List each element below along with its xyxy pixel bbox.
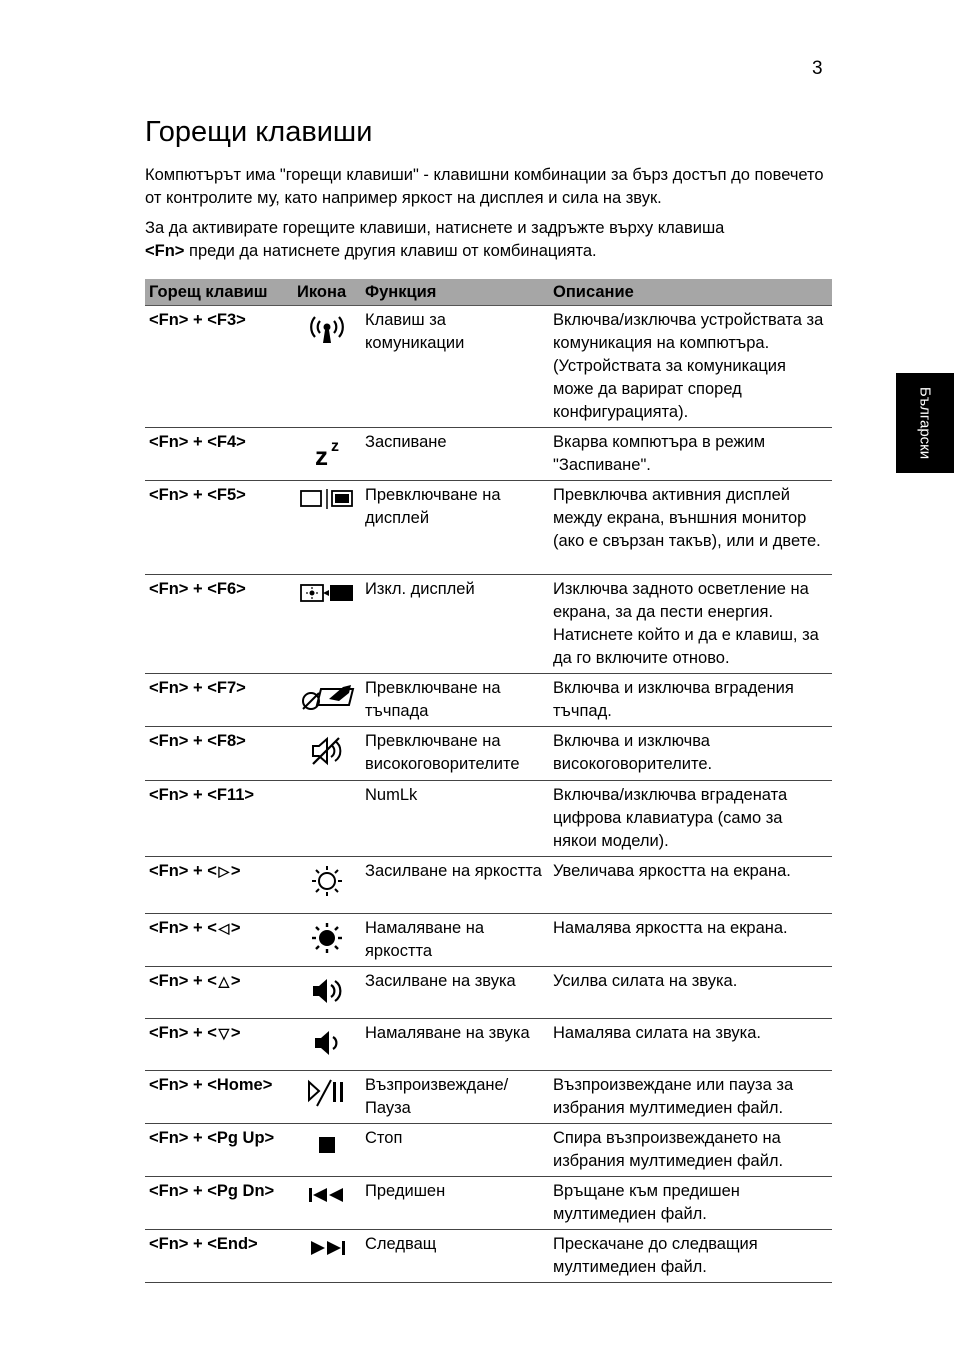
table-row <box>145 967 832 1019</box>
function-cell: Изкл. дисплей <box>361 575 549 674</box>
page-title: Горещи клавиши <box>145 116 373 148</box>
function-cell: Превключване на високоговорителите <box>361 727 549 781</box>
hotkey-cell: <Fn> + <Pg Dn> <box>145 1177 293 1230</box>
hotkey-suffix: > <box>230 919 241 937</box>
description-cell: Спира възпроизвеждането на избрания мултимедиен файл. <box>549 1124 832 1177</box>
function-cell: Заспиване <box>361 428 549 481</box>
hotkey-cell <box>145 914 293 967</box>
function-cell: Намаляване на яркостта <box>361 914 549 967</box>
function-cell: Засилване на яркостта <box>361 857 549 914</box>
table-row <box>145 914 832 967</box>
left-arrow-icon: ◁ <box>218 920 230 936</box>
wireless-icon <box>307 313 347 347</box>
volume-up-icon <box>307 974 347 1008</box>
table-row <box>145 1019 832 1071</box>
intro-p2-key: <Fn> <box>145 242 185 260</box>
hotkey-cell <box>145 857 293 914</box>
description-cell: Изключва задното осветление на екрана, за да пести енергия. Натиснете който и да е клавиш, за да го включите отново. <box>549 575 832 674</box>
touchpad-toggle-icon <box>299 681 355 715</box>
volume-down-icon <box>307 1026 347 1060</box>
function-cell: Предишен <box>361 1177 549 1230</box>
function-cell: Намаляване на звука <box>361 1019 549 1071</box>
header-function: Функция <box>361 279 549 306</box>
description-cell: Възпроизвеждане или пауза за избрания мултимедиен файл. <box>549 1071 832 1124</box>
table-row <box>145 674 832 727</box>
hotkey-prefix: <Fn> + < <box>149 1024 217 1042</box>
svg-text:z: z <box>331 438 339 455</box>
brightness-up-icon <box>307 864 347 898</box>
brightness-down-icon <box>307 921 347 955</box>
description-cell: Включва и изключва вградения тъчпад. <box>549 674 832 727</box>
table-row <box>145 781 832 857</box>
table-row <box>145 727 832 781</box>
description-cell: Намалява силата на звука. <box>549 1019 832 1071</box>
hotkey-cell: <Fn> + <F11> <box>145 781 293 857</box>
display-off-icon <box>299 582 355 606</box>
hotkey-cell <box>145 1019 293 1071</box>
hotkey-prefix: <Fn> + < <box>149 919 217 937</box>
function-cell: Клавиш за комуникации <box>361 306 549 428</box>
intro-p2-after: преди да натиснете другия клавиш от комбинацията. <box>189 242 597 260</box>
table-row <box>145 1071 832 1124</box>
hotkey-cell <box>145 967 293 1019</box>
description-cell: Включва/изключва вградената цифрова клавиатура (само за някои модели). <box>549 781 832 857</box>
hotkey-cell: <Fn> + <F3> <box>145 306 293 428</box>
hotkey-cell: <Fn> + <F5> <box>145 481 293 575</box>
function-cell: NumLk <box>361 781 549 857</box>
hotkey-table <box>145 279 832 1283</box>
header-icon: Икона <box>293 279 361 306</box>
hotkey-cell: <Fn> + <End> <box>145 1230 293 1283</box>
description-cell: Увеличава яркостта на екрана. <box>549 857 832 914</box>
hotkey-suffix: > <box>230 972 241 990</box>
display-toggle-icon <box>299 488 355 512</box>
hotkey-cell: <Fn> + <F7> <box>145 674 293 727</box>
hotkey-cell: <Fn> + <F8> <box>145 727 293 781</box>
table-row <box>145 428 832 481</box>
down-arrow-icon: ▽ <box>218 1025 230 1041</box>
description-cell: Връщане към предишен мултимедиен файл. <box>549 1177 832 1230</box>
previous-icon <box>305 1184 349 1208</box>
hotkey-suffix: > <box>230 862 241 880</box>
header-description: Описание <box>549 279 832 306</box>
play-pause-icon <box>305 1078 349 1108</box>
description-cell: Включва/изключва устройствата за комуникация на компютъра. (Устройствата за комуникация може да варират според конфигурацията). <box>549 306 832 428</box>
description-cell: Включва и изключва високоговорителите. <box>549 727 832 781</box>
hotkey-cell: <Fn> + <Pg Up> <box>145 1124 293 1177</box>
function-cell: Превключване на дисплей <box>361 481 549 575</box>
description-cell: Превключва активния дисплей между екрана, външния монитор (ако е свързан такъв), или и двете. <box>549 481 832 575</box>
table-row <box>145 1230 832 1283</box>
hotkey-cell: <Fn> + <F4> <box>145 428 293 481</box>
function-cell: Стоп <box>361 1124 549 1177</box>
table-header-row <box>145 279 832 306</box>
hotkey-prefix: <Fn> + < <box>149 862 217 880</box>
description-cell: Усилва силата на звука. <box>549 967 832 1019</box>
intro-paragraph-1: Компютърът има "горещи клавиши" - клавишни комбинации за бърз достъп до повечето от контролите му, като например яркост на дисплея и сила на звук. <box>145 166 824 207</box>
stop-icon <box>307 1131 347 1159</box>
function-cell: Превключване на тъчпада <box>361 674 549 727</box>
table-row <box>145 481 832 575</box>
right-arrow-icon: ▷ <box>218 863 230 879</box>
description-cell: Намалява яркостта на екрана. <box>549 914 832 967</box>
table-row <box>145 1177 832 1230</box>
function-cell: Следващ <box>361 1230 549 1283</box>
speaker-mute-icon <box>307 734 347 768</box>
next-icon <box>305 1237 349 1261</box>
description-cell: Прескачане до следващия мултимедиен файл. <box>549 1230 832 1283</box>
table-row <box>145 575 832 674</box>
description-cell: Вкарва компютъра в режим "Заспиване". <box>549 428 832 481</box>
function-cell: Възпроизвеждане/ Пауза <box>361 1071 549 1124</box>
svg-text:z: z <box>315 441 328 469</box>
table-row <box>145 306 832 428</box>
hotkey-prefix: <Fn> + < <box>149 972 217 990</box>
hotkey-cell: <Fn> + <F6> <box>145 575 293 674</box>
up-arrow-icon: △ <box>218 973 230 989</box>
intro-p2-before: За да активирате горещите клавиши, натиснете и задръжте върху клавиша <box>145 219 725 237</box>
sleep-icon <box>307 435 347 469</box>
function-cell: Засилване на звука <box>361 967 549 1019</box>
table-row <box>145 1124 832 1177</box>
language-tab-label: Български <box>916 386 934 460</box>
hotkey-suffix: > <box>230 1024 241 1042</box>
table-row <box>145 857 832 914</box>
language-tab <box>896 373 954 473</box>
header-hotkey: Горещ клавиш <box>145 279 293 306</box>
page-number: 3 <box>812 58 823 79</box>
hotkey-cell: <Fn> + <Home> <box>145 1071 293 1124</box>
intro-paragraph-2 <box>145 217 835 263</box>
